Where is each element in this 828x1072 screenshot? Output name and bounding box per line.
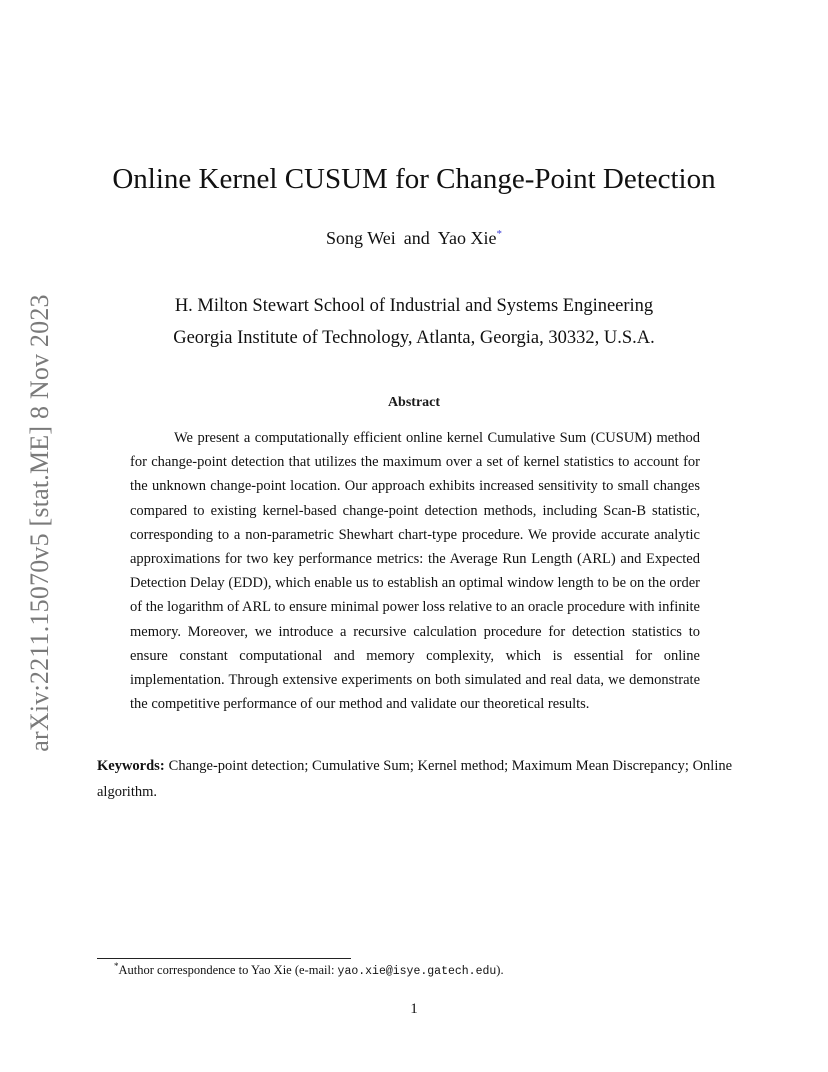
author-song-wei: Song Wei (326, 228, 396, 248)
footnote-divider (97, 958, 351, 959)
footnote (114, 963, 504, 978)
page-number: 1 (410, 1001, 418, 1017)
paper-title: Online Kernel CUSUM for Change-Point Detection (112, 163, 716, 195)
footnote-email[interactable]: yao.xie@isye.gatech.edu (337, 965, 497, 978)
footnote-text-end: ). (496, 963, 504, 977)
abstract-body: We present a computationally efficient online kernel Cumulative Sum (CUSUM) method for change-point detection that utilizes the maximum over a set of kernel statistics to account for the unknown change-point location. Our approach exhibits increased sensitivity to small changes compared to existing kernel-based change-point detection methods, including Scan-B statistic, corresponding to a non-parametric Shewhart chart-type procedure. We provide accurate analytic approximations for two key performance metrics: the Average Run Length (ARL) and Expected Detection Delay (EDD), which enable us to establish an optimal window length to be on the order of the logarithm of ARL to ensure minimal power loss relative to an oracle procedure with infinite memory. Moreover, we introduce a recursive calculation procedure for detection statistics to ensure constant computational and memory complexity, which is essential for online implementation. Through extensive experiments on both simulated and real data, we demonstrate the competitive performance of our method and validate our theoretical results. (130, 430, 700, 713)
author-separator: and (403, 228, 430, 248)
author-list (0, 228, 828, 249)
affiliation-line-2: Georgia Institute of Technology, Atlanta, Georgia, 30332, U.S.A. (173, 328, 655, 348)
affiliation-line-1: H. Milton Stewart School of Industrial and Systems Engineering (174, 296, 654, 316)
footnote-text: Author correspondence to Yao Xie (e-mail: (118, 963, 338, 977)
affiliation (0, 290, 828, 354)
keywords (97, 753, 735, 805)
abstract-heading: Abstract (387, 395, 441, 410)
keywords-label: Keywords: (97, 758, 165, 774)
footnote-marker: * (114, 961, 119, 971)
keywords-text: Change-point detection; Cumulative Sum; Kernel method; Maximum Mean Discrepancy; Online algorithm. (97, 758, 733, 800)
footnote-link-marker[interactable]: * (496, 228, 502, 240)
author-yao-xie: Yao Xie (437, 228, 497, 248)
arxiv-identifier-stamp: arXiv:2211.15070v5 [stat.ME] 8 Nov 2023 (25, 294, 54, 752)
